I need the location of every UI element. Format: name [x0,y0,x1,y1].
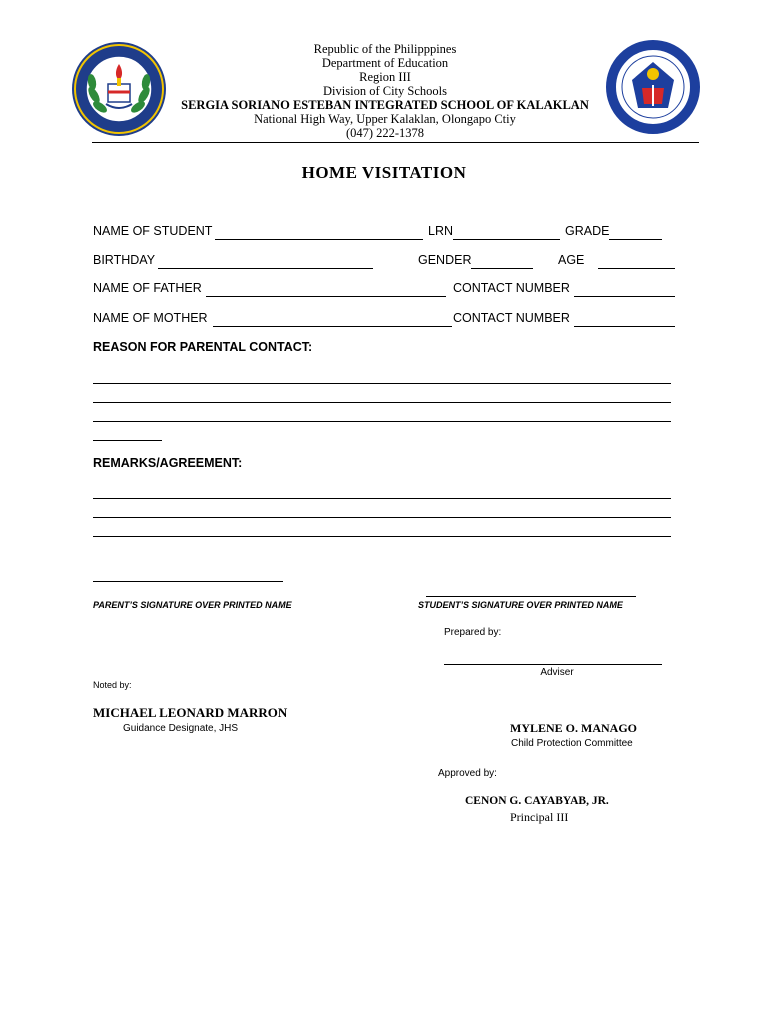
deped-seal-logo [606,40,700,134]
approved-by-label: Approved by: [438,768,497,779]
mother-contact-line[interactable] [574,326,675,327]
cpc-role: Child Protection Committee [511,738,633,749]
reason-line-1[interactable] [93,383,671,384]
student-signature-line[interactable] [426,596,636,597]
gender-label: GENDER [418,253,472,267]
parent-signature-line[interactable] [93,581,283,582]
school-seal-logo [70,40,168,138]
parent-signature-caption: PARENT’S SIGNATURE OVER PRINTED NAME [93,600,292,610]
noted-by-name: MICHAEL LEONARD MARRON [93,705,288,720]
header-divider [92,142,699,143]
school-name: SERGIA SORIANO ESTEBAN INTEGRATED SCHOOL OF KALAKLAN [181,98,589,112]
header-department: Department of Education [321,56,449,70]
remarks-line-1[interactable] [93,498,671,499]
mother-contact-label: CONTACT NUMBER [453,311,570,325]
noted-by-label: Noted by: [93,680,132,690]
remarks-line-2[interactable] [93,517,671,518]
name-of-father-label: NAME OF FATHER [93,281,202,295]
remarks-heading: REMARKS/AGREEMENT: [93,456,243,470]
reason-line-4[interactable] [93,440,162,441]
header-division: Division of City Schools [323,84,447,98]
name-of-mother-label: NAME OF MOTHER [93,311,208,325]
name-of-student-label: NAME OF STUDENT [93,224,213,238]
approver-role: Principal III [510,810,569,824]
cpc-name: MYLENE O. MANAGO [510,721,637,735]
father-contact-label: CONTACT NUMBER [453,281,570,295]
noted-by-role: Guidance Designate, JHS [123,723,239,734]
student-signature-caption: STUDENT’S SIGNATURE OVER PRINTED NAME [418,600,623,610]
header-country: Republic of the Philipppines [313,42,457,56]
approver-name: CENON G. CAYABYAB, JR. [465,795,609,807]
name-of-father-line[interactable] [206,296,446,297]
adviser-signature-line[interactable] [444,664,662,665]
birthday-label: BIRTHDAY [93,253,156,267]
father-contact-line[interactable] [574,296,675,297]
age-line[interactable] [598,268,675,269]
adviser-caption: Adviser [540,667,574,678]
school-phone: (047) 222-1378 [345,126,425,140]
gender-line[interactable] [471,268,533,269]
remarks-line-3[interactable] [93,536,671,537]
prepared-by-label: Prepared by: [444,627,502,638]
name-of-mother-line[interactable] [213,326,452,327]
reason-line-2[interactable] [93,402,671,403]
grade-line[interactable] [609,239,662,240]
lrn-line[interactable] [453,239,560,240]
name-of-student-line[interactable] [215,239,423,240]
header-region: Region III [359,70,411,84]
lrn-label: LRN [428,224,454,238]
reason-line-3[interactable] [93,421,671,422]
reason-heading: REASON FOR PARENTAL CONTACT: [93,340,313,354]
birthday-line[interactable] [158,268,373,269]
age-label: AGE [558,253,585,267]
grade-label: GRADE [565,224,610,238]
school-address: National High Way, Upper Kalaklan, Olongapo Ctiy [254,112,516,126]
page-title: HOME VISITATION [301,163,467,182]
